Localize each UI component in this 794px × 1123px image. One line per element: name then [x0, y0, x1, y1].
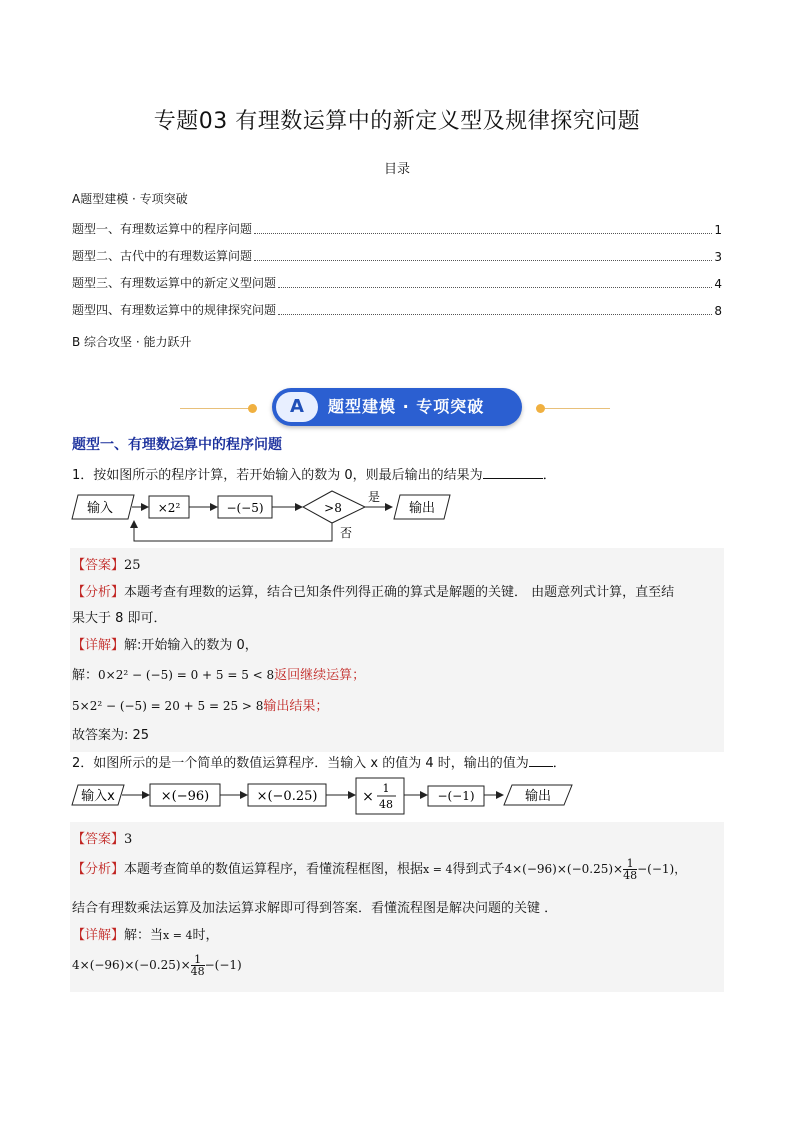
detail-equation: 0×2² − (−5) = 0 + 5 = 5 < 8 — [98, 668, 275, 682]
fraction-denominator: 48 — [623, 869, 638, 882]
fraction-denominator: 48 — [190, 965, 205, 978]
analysis-text: 本题考查有理数的运算，结合已知条件列得正确的算式是解题的关键． 由题意列式计算，直至结 — [124, 585, 675, 600]
answer-value: 3 — [124, 832, 133, 847]
flowchart-2 — [70, 776, 590, 818]
detail-tag: 【详解】 — [72, 928, 125, 943]
detail-note: 返回继续运算； — [274, 668, 366, 683]
fraction-numerator: 1 — [191, 954, 205, 966]
flow2-input-label: 输入x — [81, 789, 115, 804]
q2-analysis-1 — [72, 858, 686, 881]
answer-value: 25 — [124, 558, 141, 573]
toc-dots — [278, 314, 712, 315]
section-banner — [180, 388, 610, 428]
analysis-tag: 【分析】 — [72, 862, 125, 877]
q1-analysis-2: 果大于 8 即可． — [72, 611, 167, 626]
flow2-box-2-label: ×(−0.25) — [256, 789, 318, 804]
question-1-stem: 1．按如图所示的程序计算，若开始输入的数为 0，则最后输出的结果为 — [72, 468, 483, 483]
toc-item-page: 8 — [714, 304, 722, 318]
detail-var: x = 4 — [163, 929, 193, 942]
toc-part-a: A题型建模 · 专项突破 — [72, 192, 188, 206]
toc-dots — [278, 287, 712, 288]
detail-text: 时， — [192, 928, 219, 943]
toc-dots — [254, 260, 712, 261]
flow2-box-1-label: ×(−96) — [160, 789, 210, 804]
flow2-box-4-label: −(−1) — [437, 789, 475, 803]
flow-box-multiply-label: ×2² — [157, 501, 181, 515]
q1-analysis-1 — [72, 581, 674, 600]
question-2-end: ． — [552, 756, 566, 771]
answer-tag: 【答案】 — [72, 558, 125, 573]
banner-dot-left — [248, 404, 257, 413]
flow-yes-label: 是 — [367, 490, 381, 504]
banner-letter: A — [276, 392, 318, 422]
answer-blank — [483, 466, 543, 479]
q2-detail-2 — [72, 954, 242, 977]
toc-item-label: 题型一、有理数运算中的程序问题 — [72, 222, 253, 236]
flowchart-1 — [70, 488, 460, 546]
toc-item-label: 题型三、有理数运算中的新定义型问题 — [72, 276, 277, 290]
page-title: 专题03 有理数运算中的新定义型及规律探究问题 — [153, 109, 641, 134]
banner-dot-right — [536, 404, 545, 413]
toc-heading: 目录 — [383, 162, 410, 177]
detail-expression: −(−1) — [204, 958, 242, 972]
q2-answer — [72, 828, 132, 847]
banner-text: 题型建模 · 专项突破 — [328, 397, 485, 416]
question-1-text — [72, 464, 556, 483]
toc-dots — [254, 233, 712, 234]
question-2-text — [72, 752, 566, 771]
flow-input-label: 输入 — [86, 501, 114, 516]
answer-blank — [529, 754, 553, 767]
flow-box-subtract-label: −(−5) — [226, 501, 264, 515]
section-title-1: 题型一、有理数运算中的程序问题 — [72, 437, 282, 453]
q2-detail-1 — [72, 924, 218, 943]
q1-detail-1 — [72, 634, 258, 653]
toc-item-label: 题型二、古代中的有理数运算问题 — [72, 249, 253, 263]
detail-fraction — [191, 954, 205, 977]
toc-item-page: 3 — [714, 250, 722, 264]
q1-detail-2 — [72, 664, 365, 683]
toc-item-3[interactable] — [72, 274, 722, 291]
flow2-box-3-prefix: × — [362, 789, 374, 805]
answer-tag: 【答案】 — [72, 832, 125, 847]
analysis-var: x = 4 — [423, 863, 453, 876]
q1-detail-4: 故答案为: 25 — [72, 728, 150, 743]
detail-expression: 4×(−96)×(−0.25)× — [72, 958, 191, 972]
toc-item-page: 4 — [714, 277, 722, 291]
detail-text: 解：当 — [124, 928, 164, 943]
question-2-stem: 2．如图所示的是一个简单的数值运算程序．当输入 x 的值为 4 时，输出的值为 — [72, 756, 529, 771]
toc-item-2[interactable] — [72, 247, 722, 264]
toc-item-page: 1 — [714, 223, 722, 237]
flow2-box-3-num: 1 — [382, 782, 390, 795]
detail-equation: 5×2² − (−5) = 20 + 5 = 25 > 8 — [72, 699, 264, 713]
q1-answer — [72, 554, 141, 573]
analysis-fraction — [623, 858, 637, 881]
banner-pill — [272, 388, 522, 426]
flow-no-label: 否 — [339, 526, 353, 540]
fraction-numerator: 1 — [623, 858, 637, 870]
analysis-text: 本题考查简单的数值运算程序，看懂流程框图，根据 — [124, 862, 424, 877]
flow2-box-3-den: 48 — [379, 798, 393, 811]
toc-part-b: B 综合攻坚 · 能力跃升 — [72, 335, 192, 349]
toc-item-1[interactable] — [72, 220, 722, 237]
analysis-expression: −(−1)， — [637, 862, 687, 876]
analysis-tag: 【分析】 — [72, 585, 125, 600]
detail-prefix: 解： — [72, 668, 99, 683]
detail-note: 输出结果； — [263, 699, 329, 714]
q1-detail-3 — [72, 695, 328, 714]
detail-tag: 【详解】 — [72, 638, 125, 653]
detail-text: 解:开始输入的数为 0， — [124, 638, 258, 653]
toc-item-4[interactable] — [72, 301, 722, 318]
analysis-expression: 4×(−96)×(−0.25)× — [504, 862, 624, 876]
question-1-end: ． — [542, 468, 556, 483]
banner-line-left — [180, 408, 250, 409]
flow2-output-label: 输出 — [524, 789, 552, 804]
banner-line-right — [545, 408, 610, 409]
analysis-text: 得到式子 — [452, 862, 505, 877]
flow-output-label: 输出 — [408, 501, 436, 516]
flow-condition-label: >8 — [324, 501, 342, 515]
q2-analysis-2: 结合有理数乘法运算及加法运算求解即可得到答案．看懂流程图是解决问题的关键 ． — [72, 901, 558, 916]
toc-item-label: 题型四、有理数运算中的规律探究问题 — [72, 303, 277, 317]
